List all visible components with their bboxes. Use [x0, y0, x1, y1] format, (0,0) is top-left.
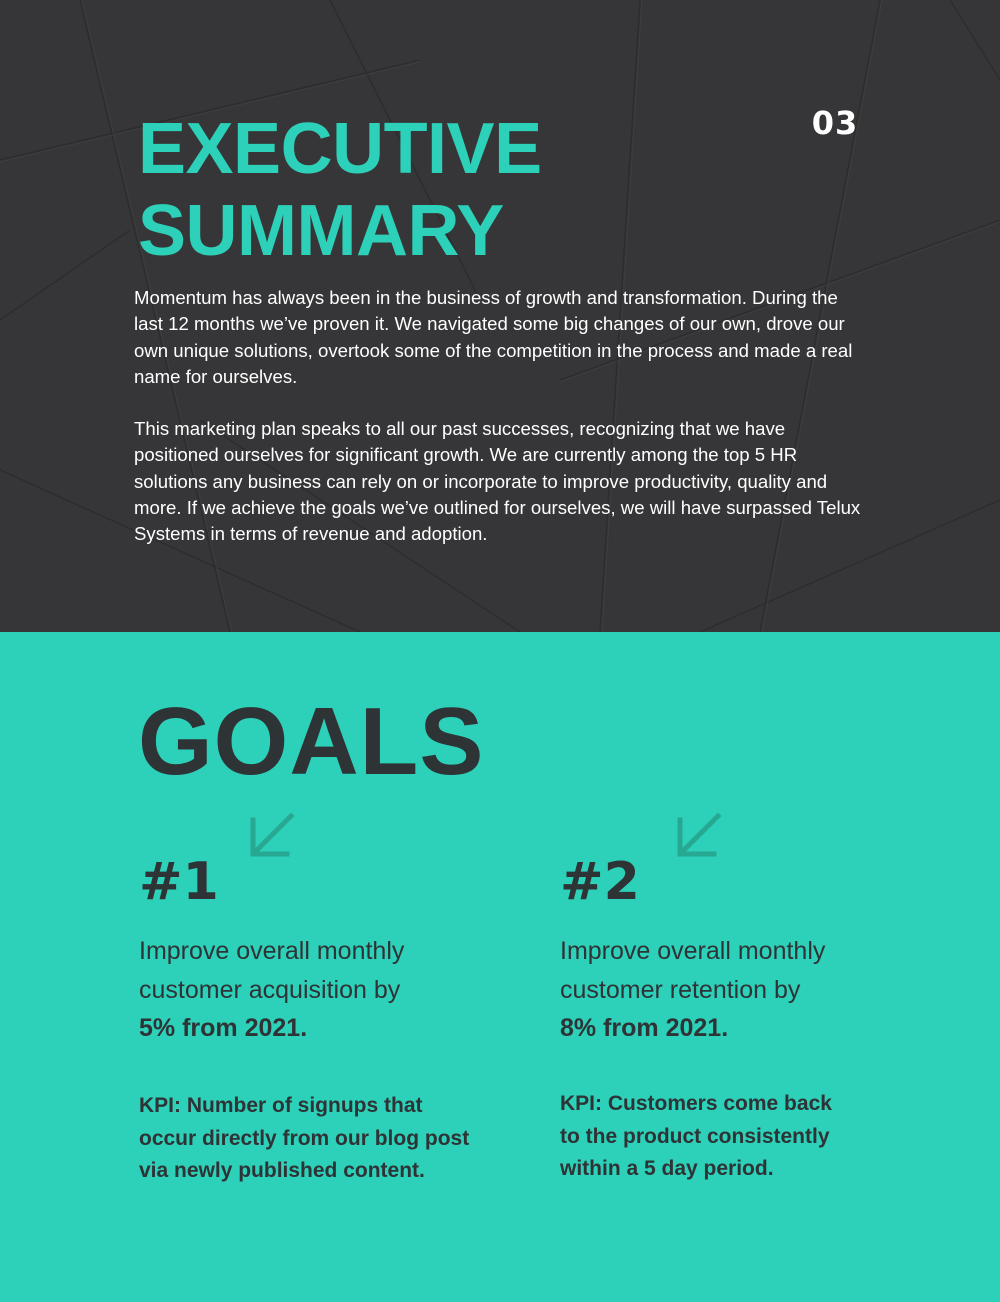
executive-summary-section [0, 0, 1000, 632]
arrow-down-left-icon [674, 812, 722, 860]
goal-target: 5% from 2021. [139, 1014, 308, 1042]
executive-summary-title [138, 108, 542, 272]
goal-description-line: customer retention by [560, 975, 801, 1004]
goal-card-1 [139, 812, 519, 1212]
goal-kpi-line: occur directly from our blog post [139, 1126, 470, 1150]
goal-kpi-line: KPI: Customers come back [560, 1092, 832, 1115]
title-line-2: SUMMARY [138, 191, 504, 271]
goal-description [560, 932, 940, 1048]
title-line-1: EXECUTIVE [138, 109, 542, 189]
goal-description [139, 932, 519, 1048]
arrow-down-left-icon [247, 812, 295, 860]
summary-paragraph-1: Momentum has always been in the business of growth and transformation. During the last 12 months we’ve proven it. We navigated some big changes of our own, drove our own unique solutions, overtook some of the competition in the process and made a real name for ourselves. [134, 287, 853, 387]
summary-paragraph-2: This marketing plan speaks to all our past successes, recognizing that we have positioned ourselves for significant growth. We are currently among the top 5 HR solutions any business can rely on or incorporate to improve productivity, quality and more. If we achieve the goals we’ve outlined for ourselves, we will have surpassed Telux Systems in terms of revenue and adoption. [134, 418, 861, 545]
goal-kpi [560, 1088, 940, 1186]
goal-kpi-line: to the product consistently [560, 1124, 830, 1148]
goals-title: GOALS [138, 688, 485, 795]
executive-summary-body [134, 285, 864, 574]
goal-number: #1 [139, 852, 219, 912]
goals-section [0, 632, 1000, 1302]
goal-description-line: Improve overall monthly [560, 937, 826, 965]
goal-kpi-line: via newly published content. [139, 1159, 425, 1182]
goal-kpi [139, 1090, 519, 1188]
goal-description-line: customer acquisition by [139, 975, 401, 1004]
page-number: 03 [811, 104, 859, 142]
goal-kpi-line: within a 5 day period. [560, 1157, 774, 1180]
goal-target: 8% from 2021. [560, 1014, 729, 1042]
goal-number: #2 [560, 852, 640, 912]
goal-description-line: Improve overall monthly [139, 937, 405, 965]
goal-card-2 [560, 812, 940, 1212]
goal-kpi-line: KPI: Number of signups that [139, 1094, 423, 1117]
